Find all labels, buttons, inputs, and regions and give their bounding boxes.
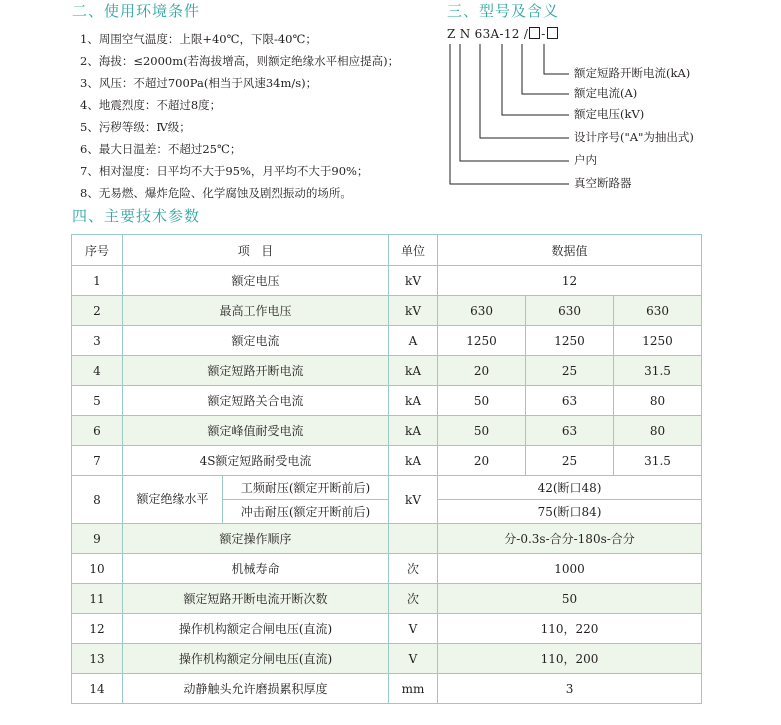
row-unit: kV: [389, 296, 438, 326]
row-item: 额定短路开断电流: [123, 356, 389, 386]
row-value: 50: [438, 416, 526, 446]
row-value: 25: [526, 446, 614, 476]
row-unit: kV: [389, 266, 438, 296]
row-item: 额定峰值耐受电流: [123, 416, 389, 446]
row-no: 4: [72, 356, 123, 386]
row-unit: kA: [389, 446, 438, 476]
row-unit: mm: [389, 674, 438, 704]
table-row: [72, 524, 702, 554]
row-no: 7: [72, 446, 123, 476]
table-row: [72, 386, 702, 416]
header-no: 序号: [72, 235, 123, 266]
table-row: [72, 614, 702, 644]
row-unit: V: [389, 644, 438, 674]
row-no: 14: [72, 674, 123, 704]
table-row: [72, 326, 702, 356]
row-value: 42(断口48): [438, 476, 702, 500]
model-label-design-serial: 设计序号("A"为抽出式): [574, 130, 694, 144]
row-item: 额定短路开断电流开断次数: [123, 584, 389, 614]
row-value: 1250: [526, 326, 614, 356]
row-no: 8: [72, 476, 123, 524]
list-item: 1、周围空气温度：上限+40℃，下限-40℃；: [80, 32, 317, 46]
row-sub-item: 冲击耐压(额定开断前后): [223, 500, 389, 524]
header-value: 数据值: [438, 235, 702, 266]
header-unit: 单位: [389, 235, 438, 266]
row-unit: V: [389, 614, 438, 644]
table-row: [72, 584, 702, 614]
row-unit: kA: [389, 386, 438, 416]
row-unit: kA: [389, 356, 438, 386]
row-no: 1: [72, 266, 123, 296]
model-code-diagram: [447, 27, 777, 202]
row-value: 12: [438, 266, 702, 296]
row-unit: 次: [389, 554, 438, 584]
row-value: 630: [526, 296, 614, 326]
row-value: 分-0.3s-合分-180s-合分: [438, 524, 702, 554]
row-value: 3: [438, 674, 702, 704]
row-value: 75(断口84): [438, 500, 702, 524]
row-unit: kV: [389, 476, 438, 524]
row-item: 操作机构额定分闸电压(直流): [123, 644, 389, 674]
list-item: 7、相对湿度：日平均不大于95%，月平均不大于90%；: [80, 164, 369, 178]
model-label-vacuum-breaker: 真空断路器: [574, 176, 632, 190]
table-row: [72, 266, 702, 296]
row-value: 31.5: [614, 356, 702, 386]
row-value: 25: [526, 356, 614, 386]
list-item: 4、地震烈度：不超过8度；: [80, 98, 222, 112]
row-value: 630: [614, 296, 702, 326]
environment-conditions-list: [80, 28, 399, 204]
row-value: 1250: [438, 326, 526, 356]
row-no: 13: [72, 644, 123, 674]
row-sub-item: 工频耐压(额定开断前后): [223, 476, 389, 500]
section-title-model: 三、型号及含义: [447, 2, 560, 20]
row-no: 5: [72, 386, 123, 416]
row-no: 11: [72, 584, 123, 614]
model-label-rated-current: 额定电流(A): [574, 86, 638, 100]
row-value: 630: [438, 296, 526, 326]
model-label-rated-voltage: 额定电压(kV): [574, 107, 645, 121]
row-item: 额定电流: [123, 326, 389, 356]
row-value: 63: [526, 386, 614, 416]
row-unit: 次: [389, 584, 438, 614]
table-row: [72, 476, 702, 500]
row-no: 2: [72, 296, 123, 326]
row-value: 80: [614, 386, 702, 416]
model-code-prefix: Z N 63A-12 /: [447, 27, 529, 41]
row-value: 20: [438, 356, 526, 386]
row-item: 机械寿命: [123, 554, 389, 584]
model-label-breaking-current: 额定短路开断电流(kA): [574, 66, 691, 80]
model-label-indoor: 户内: [574, 153, 597, 167]
list-item: 2、海拔：≤2000m(若海拔增高，则额定绝缘水平相应提高)；: [80, 54, 400, 68]
list-item: 3、风压：不超过700Pa(相当于风速34m/s)；: [80, 76, 318, 90]
row-item: 最高工作电压: [123, 296, 389, 326]
list-item: 5、污秽等级：Ⅳ级；: [80, 120, 191, 134]
row-item: 额定操作顺序: [123, 524, 389, 554]
list-item: 6、最大日温差：不超过25℃；: [80, 142, 242, 156]
row-item: 额定短路关合电流: [123, 386, 389, 416]
section-title-tech-params: 四、主要技术参数: [72, 207, 201, 225]
section-title-environment: 二、使用环境条件: [72, 2, 201, 20]
table-row: [72, 296, 702, 326]
row-group-label: 额定绝缘水平: [123, 476, 223, 524]
table-row: [72, 554, 702, 584]
table-row: [72, 356, 702, 386]
model-code-dash: -: [541, 27, 546, 41]
row-value: 80: [614, 416, 702, 446]
list-item: 8、无易燃、爆炸危险、化学腐蚀及剧烈振动的场所。: [80, 186, 352, 200]
table-row: [72, 674, 702, 704]
row-value: 50: [438, 584, 702, 614]
row-no: 9: [72, 524, 123, 554]
row-value: 110，200: [438, 644, 702, 674]
row-item: 动静触头允许磨损累积厚度: [123, 674, 389, 704]
row-item: 额定电压: [123, 266, 389, 296]
row-value: 50: [438, 386, 526, 416]
row-value: 31.5: [614, 446, 702, 476]
row-value: 20: [438, 446, 526, 476]
row-unit: [389, 524, 438, 554]
row-item: 4S额定短路耐受电流: [123, 446, 389, 476]
row-item: 操作机构额定合闸电压(直流): [123, 614, 389, 644]
table-row: [72, 644, 702, 674]
row-unit: A: [389, 326, 438, 356]
tech-params-table: [71, 234, 702, 704]
row-no: 6: [72, 416, 123, 446]
row-unit: kA: [389, 416, 438, 446]
row-no: 10: [72, 554, 123, 584]
table-row: [72, 416, 702, 446]
row-value: 110，220: [438, 614, 702, 644]
row-value: 1250: [614, 326, 702, 356]
table-header-row: [72, 235, 702, 266]
row-value: 63: [526, 416, 614, 446]
header-item: 项 目: [123, 235, 389, 266]
row-no: 3: [72, 326, 123, 356]
row-value: 1000: [438, 554, 702, 584]
table-row: [72, 446, 702, 476]
row-no: 12: [72, 614, 123, 644]
